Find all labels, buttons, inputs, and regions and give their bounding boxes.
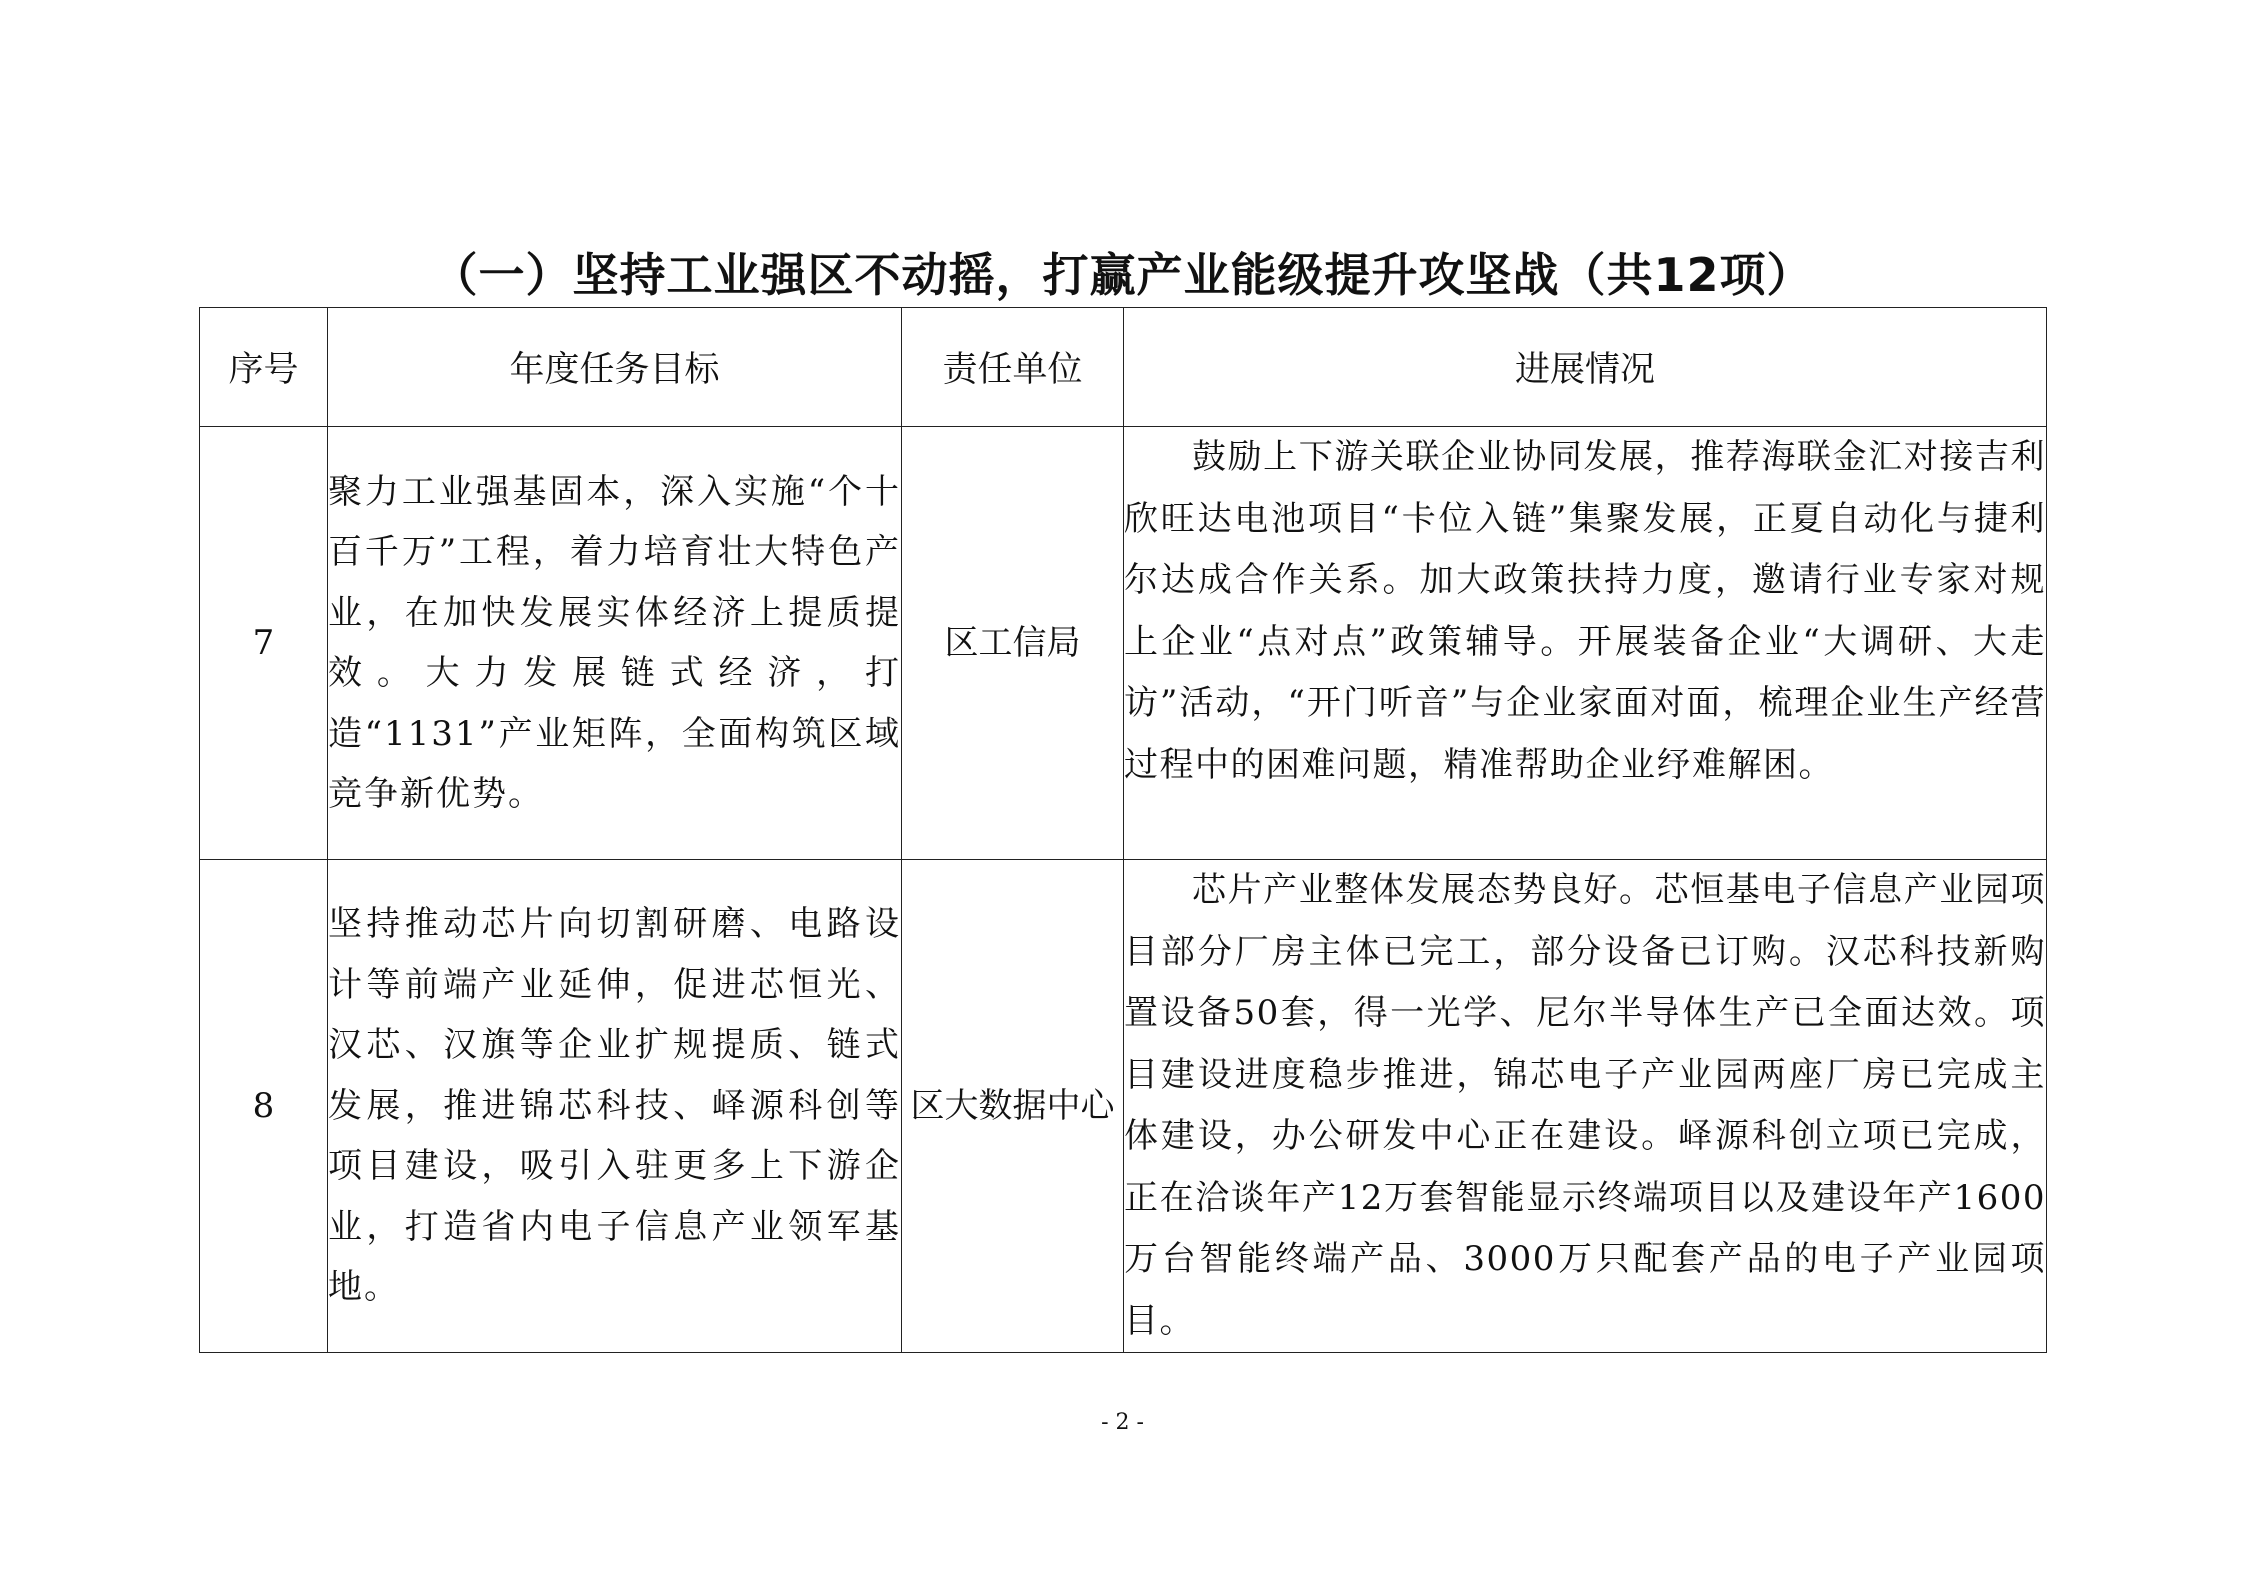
header-responsible-unit: 责任单位 — [902, 308, 1124, 427]
task-table — [199, 307, 2047, 1353]
table-row — [200, 860, 2047, 1353]
header-progress: 进展情况 — [1124, 308, 2047, 427]
row-unit: 区大数据中心 — [902, 860, 1124, 1353]
row-progress: 芯片产业整体发展态势良好。芯恒基电子信息产业园项目部分厂房主体已完工，部分设备已订购。汉芯科技新购置设备50套，得一光学、尼尔半导体生产已全面达效。项目建设进度稳步推进，锦芯电子产业园两座厂房已完成主体建设，办公研发中心正在建设。峄源科创立项已完成，正在洽谈年产12万套智能显示终端项目以及建设年产1600万台智能终端产品、3000万只配套产品的电子产业园项目。 — [1124, 860, 2047, 1353]
header-annual-goal: 年度任务目标 — [328, 308, 902, 427]
row-progress: 鼓励上下游关联企业协同发展，推荐海联金汇对接吉利欣旺达电池项目“卡位入链”集聚发展，正夏自动化与捷利尔达成合作关系。加大政策扶持力度，邀请行业专家对规上企业“点对点”政策辅导。开展装备企业“大调研、大走访”活动，“开门听音”与企业家面对面，梳理企业生产经营过程中的困难问题，精准帮助企业纾难解困。 — [1124, 427, 2047, 860]
row-goal: 坚持推动芯片向切割研磨、电路设计等前端产业延伸，促进芯恒光、汉芯、汉旗等企业扩规提质、链式发展，推进锦芯科技、峄源科创等项目建设，吸引入驻更多上下游企业，打造省内电子信息产业领军基地。 — [328, 860, 902, 1353]
page-number: - 2 - — [1101, 1410, 1144, 1435]
table-row — [200, 427, 2047, 860]
row-index: 7 — [200, 427, 328, 860]
row-unit: 区工信局 — [902, 427, 1124, 860]
header-index: 序号 — [200, 308, 328, 427]
row-index: 8 — [200, 860, 328, 1353]
page-title: （一）坚持工业强区不动摇，打赢产业能级提升攻坚战（共12项） — [431, 248, 1814, 302]
table-header-row — [200, 308, 2047, 427]
row-goal: 聚力工业强基固本，深入实施“个十百千万”工程，着力培育壮大特色产业，在加快发展实体经济上提质提效。大力发展链式经济，打造“1131”产业矩阵，全面构筑区域竞争新优势。 — [328, 427, 902, 860]
